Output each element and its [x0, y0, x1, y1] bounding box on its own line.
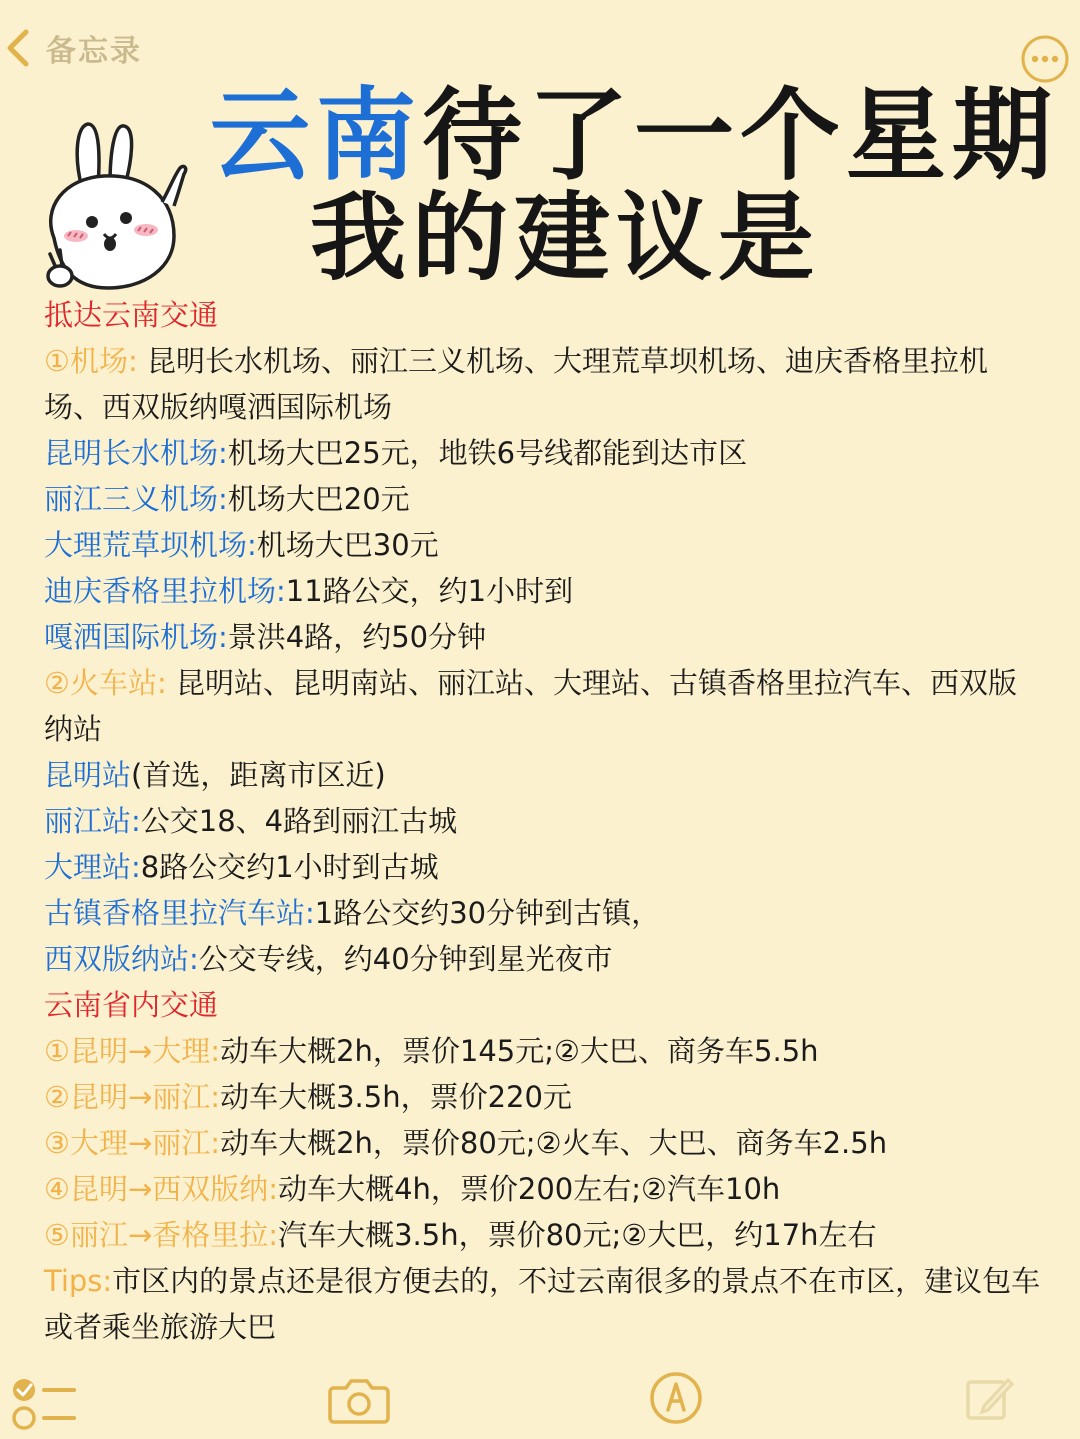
pen-icon[interactable] — [648, 1370, 704, 1426]
list-item — [44, 1074, 1044, 1120]
station-list: 昆明站、昆明南站、丽江站、大理站、古镇香格里拉汽车、西双版纳站 — [44, 666, 1018, 746]
camera-icon[interactable] — [328, 1374, 390, 1426]
note-body[interactable] — [44, 292, 1044, 1350]
list-item — [44, 1166, 1044, 1212]
hero-title-line1 — [210, 77, 1058, 194]
airport-name: 迪庆香格里拉机场: — [44, 574, 286, 608]
airport-detail: 11路公交，约1小时到 — [285, 574, 574, 608]
list-item — [44, 522, 1044, 568]
bottom-toolbar — [0, 1366, 1080, 1439]
list-item — [44, 476, 1044, 522]
station-detail: (首选，距离市区近) — [131, 758, 386, 792]
route-name: ①昆明→大理: — [44, 1034, 221, 1068]
station-name: 西双版纳站: — [44, 942, 199, 976]
section-heading-local: 云南省内交通 — [44, 988, 219, 1022]
airport-name: 丽江三义机场: — [44, 482, 228, 516]
list-item — [44, 430, 1044, 476]
airport-name: 嘎洒国际机场: — [44, 620, 228, 654]
station-name: 丽江站: — [44, 804, 141, 838]
list-item — [44, 568, 1044, 614]
station-label: ②火车站: — [44, 666, 167, 700]
station-overview — [44, 660, 1044, 752]
chevron-left-icon — [4, 26, 30, 70]
section-heading-arrival: 抵达云南交通 — [44, 298, 219, 332]
tips-text: 市区内的景点还是很方便去的，不过云南很多的景点不在市区，建议包车或者乘坐旅游大巴 — [44, 1264, 1041, 1344]
airport-list: 昆明长水机场、丽江三义机场、大理荒草坝机场、迪庆香格里拉机场、西双版纳嘎洒国际机场 — [44, 344, 989, 424]
route-detail: 动车大概4h，票价200左右;②汽车10h — [278, 1172, 781, 1206]
route-name: ③大理→丽江: — [44, 1126, 221, 1160]
airport-detail: 机场大巴25元，地铁6号线都能到达市区 — [227, 436, 748, 470]
list-item — [44, 752, 1044, 798]
airport-name: 大理荒草坝机场: — [44, 528, 257, 562]
station-detail: 1路公交约30分钟到古镇， — [314, 896, 661, 930]
airport-label: ①机场: — [44, 344, 138, 378]
station-detail: 公交专线，约40分钟到星光夜市 — [198, 942, 613, 976]
station-detail: 8路公交约1小时到古城 — [140, 850, 439, 884]
list-item — [44, 1028, 1044, 1074]
airport-detail: 机场大巴20元 — [227, 482, 410, 516]
list-item — [44, 1212, 1044, 1258]
route-detail: 动车大概2h，票价80元;②火车、大巴、商务车2.5h — [220, 1126, 888, 1160]
tips-label: Tips: — [44, 1264, 113, 1298]
route-name: ②昆明→丽江: — [44, 1080, 221, 1114]
list-item — [44, 614, 1044, 660]
list-item — [44, 890, 1044, 936]
airport-detail: 景洪4路，约50分钟 — [227, 620, 487, 654]
airport-name: 昆明长水机场: — [44, 436, 228, 470]
station-name: 昆明站 — [44, 758, 132, 792]
airport-detail: 机场大巴30元 — [256, 528, 439, 562]
back-label: 备忘录 — [46, 34, 142, 69]
route-name: ④昆明→西双版纳: — [44, 1172, 279, 1206]
route-detail: 汽车大概3.5h，票价80元;②大巴，约17h左右 — [278, 1218, 877, 1252]
list-item — [44, 798, 1044, 844]
station-name: 大理站: — [44, 850, 141, 884]
checklist-icon[interactable] — [10, 1372, 78, 1432]
list-item — [44, 936, 1044, 982]
back-button[interactable] — [4, 26, 142, 70]
route-detail: 动车大概2h，票价145元;②大巴、商务车5.5h — [220, 1034, 819, 1068]
list-item — [44, 844, 1044, 890]
station-detail: 公交18、4路到丽江古城 — [140, 804, 458, 838]
hero-title-highlight: 云南 — [210, 77, 422, 194]
route-detail: 动车大概3.5h，票价220元 — [220, 1080, 572, 1114]
compose-icon[interactable] — [964, 1372, 1016, 1424]
hero-title — [0, 76, 1080, 296]
route-name: ⑤丽江→香格里拉: — [44, 1218, 279, 1252]
tips — [44, 1258, 1044, 1350]
hero-title-line2: 我的建议是 — [310, 182, 820, 294]
hero-title-rest: 待了一个星期 — [422, 77, 1058, 194]
list-item — [44, 1120, 1044, 1166]
airport-overview — [44, 338, 1044, 430]
station-name: 古镇香格里拉汽车站: — [44, 896, 315, 930]
